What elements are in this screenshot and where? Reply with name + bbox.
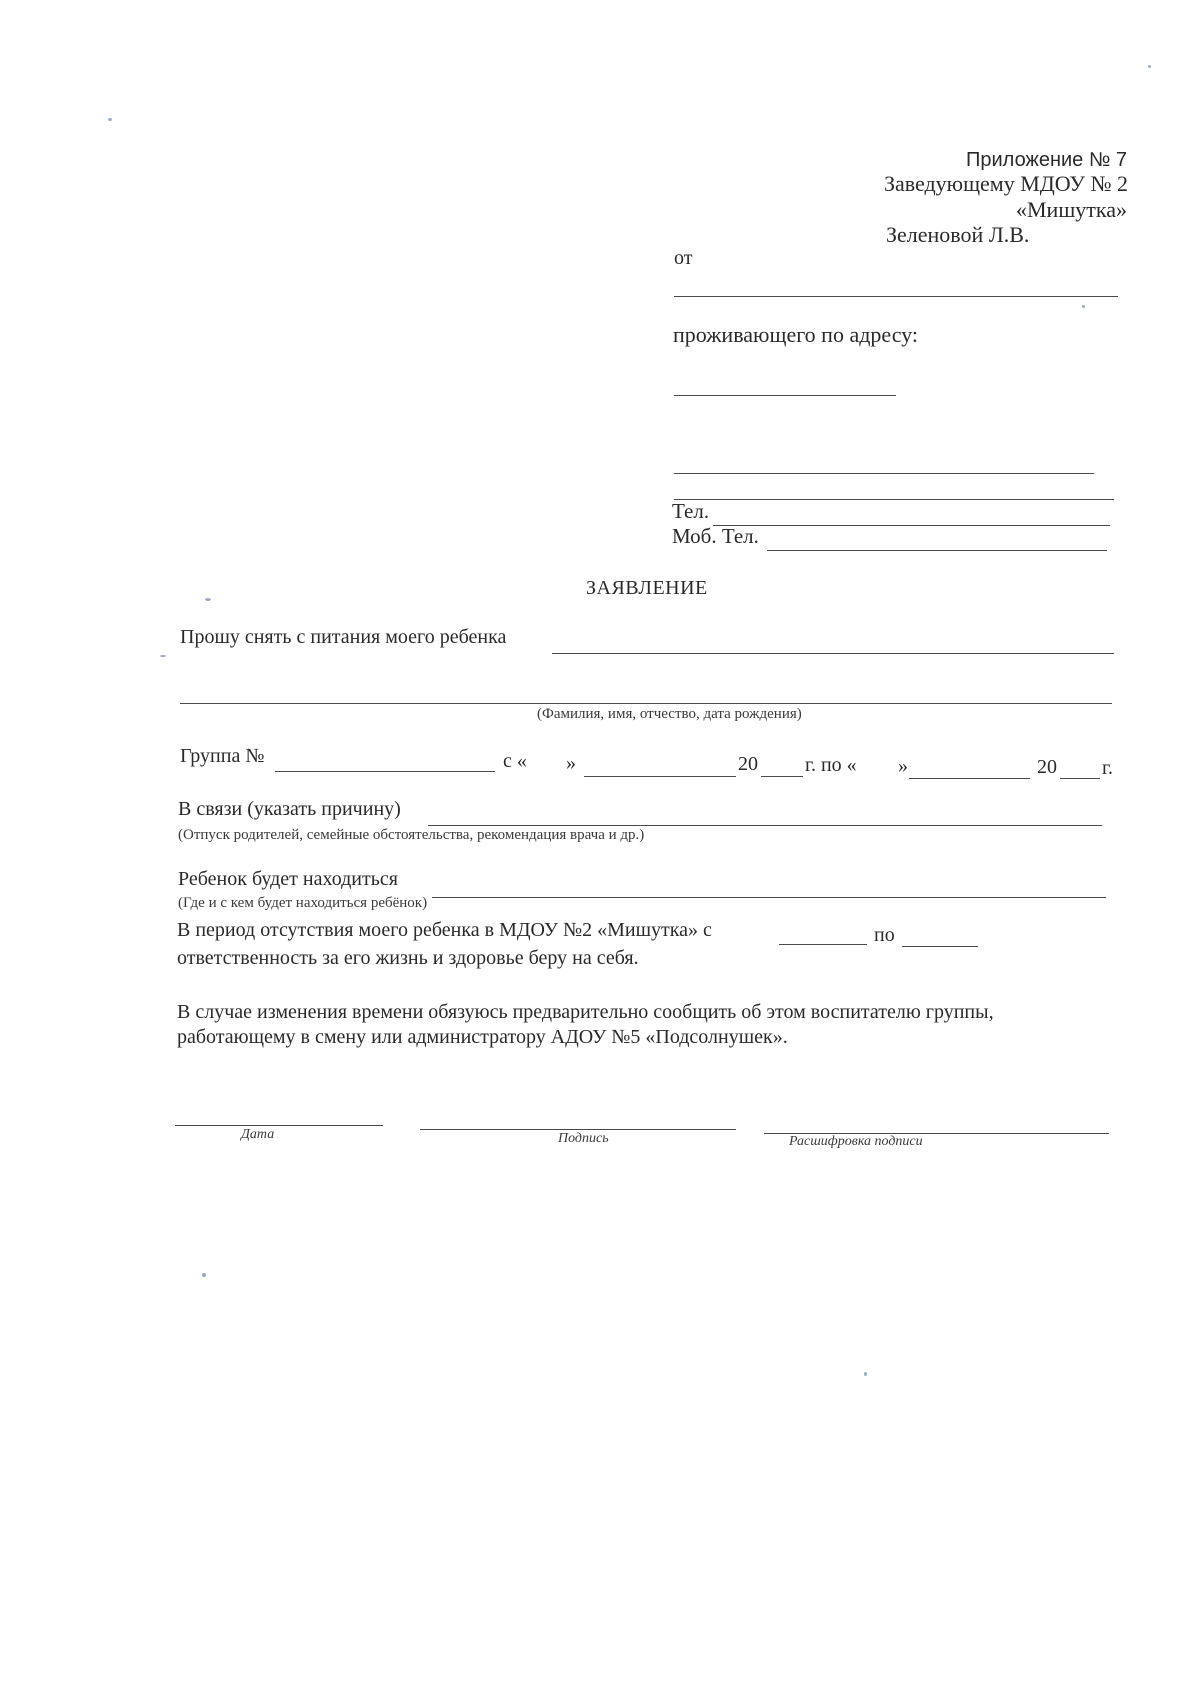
address-field-2[interactable] [674,473,1094,474]
addressee-line-2: «Мишутка» [1015,197,1127,222]
addressee-name: Зеленовой Л.В. [886,222,1030,247]
from-label: от [674,247,693,269]
addressee-line-1: Заведующему МДОУ № 2 [883,171,1128,196]
address-label: проживающего по адресу: [673,322,919,347]
period-to-field[interactable] [902,946,978,947]
date-signature-line[interactable] [175,1125,383,1126]
notice-line-1: В случае изменения времени обязуюсь предварительно сообщить об этом воспитателю группы, [177,1001,994,1023]
tel-field[interactable] [713,525,1110,526]
to-date-label: г. по « [805,754,857,776]
appendix-number: Приложение № 7 [966,149,1127,171]
group-label: Группа № [180,745,265,767]
scan-speck [202,1273,206,1277]
reason-field[interactable] [428,825,1102,826]
reason-caption: (Отпуск родителей, семейные обстоятельства, рекомендация врача и др.) [178,827,645,843]
signature-line[interactable] [420,1129,736,1130]
mob-tel-field[interactable] [767,550,1107,551]
signature-caption: Подпись [558,1131,609,1146]
document-title: ЗАЯВЛЕНИЕ [586,577,708,599]
child-name-field-2[interactable] [180,703,1112,704]
from-date-open-quote: с « [503,750,527,772]
fio-caption: (Фамилия, имя, отчество, дата рождения) [537,706,802,722]
scan-speck [1082,305,1085,308]
from-name-field[interactable] [674,296,1118,297]
from-month-field[interactable] [584,776,736,777]
group-number-field[interactable] [275,771,495,772]
period-to-label: по [874,924,895,946]
reason-label: В связи (указать причину) [178,798,401,820]
to-year-field[interactable] [1060,778,1100,779]
mob-tel-label: Моб. Тел. [672,524,759,548]
location-label: Ребенок будет находиться [178,868,398,890]
responsibility-text: ответственность за его жизнь и здоровье беру на себя. [177,947,639,969]
from-year-prefix: 20 [738,753,758,775]
decryption-caption: Расшифровка подписи [789,1134,923,1149]
period-from-field[interactable] [779,944,867,945]
address-field-3[interactable] [674,499,1114,500]
notice-line-2: работающему в смену или администратору АДОУ №5 «Подсолнушек». [177,1026,788,1048]
scan-speck [205,598,211,601]
date-caption: Дата [241,1127,275,1142]
to-year-prefix: 20 [1037,756,1057,778]
from-year-field[interactable] [761,776,803,777]
location-caption: (Где и с кем будет находиться ребёнок) [178,895,428,911]
scan-speck [160,655,166,657]
child-name-field[interactable] [552,653,1114,654]
period-text: В период отсутствия моего ребенка в МДОУ №2 «Мишутка» с [177,919,712,941]
to-year-suffix: г. [1102,757,1113,779]
scan-speck [1148,65,1151,68]
to-month-field[interactable] [909,778,1030,779]
scan-speck [864,1372,867,1376]
scan-speck [108,118,112,121]
address-field-1[interactable] [674,395,896,396]
location-field[interactable] [432,897,1106,898]
to-date-close-quote: » [898,755,908,777]
request-text: Прошу снять с питания моего ребенка [180,626,507,648]
from-date-close-quote: » [566,752,576,774]
tel-label: Тел. [672,499,710,523]
